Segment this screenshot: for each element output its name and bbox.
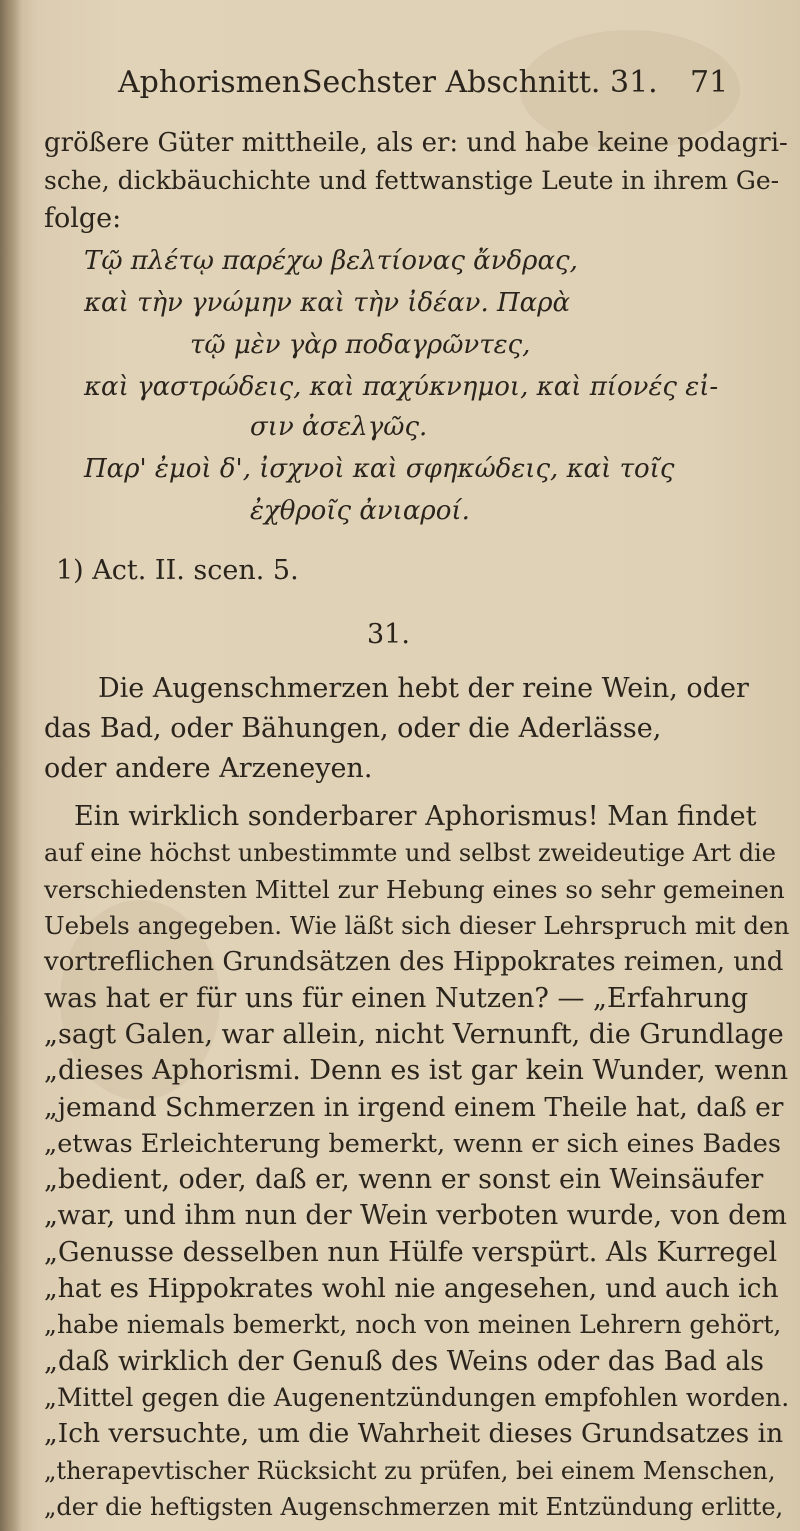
commentary-line: „hat es Hippokrates wohl nie angesehen, und auch ich — [44, 1273, 779, 1304]
aphorism-line: Die Augenschmerzen hebt der reine Wein, oder — [98, 673, 749, 704]
commentary-line: „therapevtischer Rücksicht zu prüfen, bei einem Menschen, — [44, 1457, 776, 1485]
section-number: 31. — [367, 619, 410, 650]
commentary-line: „der die heftigsten Augenschmerzen mit Entzündung erlitte, — [44, 1493, 784, 1521]
text-line: folge: — [44, 203, 122, 234]
greek-quote-line: Παρ' ἐμοὶ δ', ἰσχνοὶ καὶ σφηκώδεις, καὶ τοῖς — [84, 454, 675, 484]
commentary-line: auf eine höchst unbestimmte und selbst zweideutige Art die — [44, 839, 776, 867]
commentary-line: „etwas Erleichterung bemerkt, wenn er sich eines Bades — [44, 1129, 781, 1159]
greek-quote-line: ἐχθροῖς ἀνιαροί. — [250, 496, 470, 526]
commentary-line: „Mittel gegen die Augenentzündungen empfohlen worden. — [44, 1383, 790, 1412]
greek-quote-line: τῷ μὲν γὰρ ποδαγρῶντες, — [190, 330, 531, 360]
commentary-line: Ein wirklich sonderbarer Aphorismus! Man findet — [74, 801, 757, 832]
footnote: 1) Act. II. scen. 5. — [56, 555, 299, 586]
commentary-line: vortreflichen Grundsätzen des Hippokrates reimen, und — [44, 947, 784, 977]
greek-quote-line: Τῷ πλέτῳ παρέχω βελτίονας ἄνδρας, — [84, 246, 578, 276]
commentary-line: „habe niemals bemerkt, noch von meinen Lehrern gehört, — [44, 1310, 782, 1339]
commentary-line: „sagt Galen, war allein, nicht Vernunft, die Grundlage — [44, 1019, 784, 1050]
commentary-line: „bedient, oder, daß er, wenn er sonst ein Weinsäufer — [44, 1164, 764, 1195]
aphorism-line: das Bad, oder Bähungen, oder die Aderlässe, — [44, 713, 662, 744]
commentary-line: „Genusse desselben nun Hülfe verspürt. Als Kurregel — [44, 1237, 778, 1268]
commentary-line: Uebels angegeben. Wie läßt sich dieser Lehrspruch mit den — [44, 911, 790, 940]
commentary-line: „Ich versuchte, um die Wahrheit dieses Grundsatzes in — [44, 1418, 784, 1449]
commentary-line: verschiedensten Mittel zur Hebung eines so sehr gemeinen — [44, 875, 785, 904]
commentary-line: „jemand Schmerzen in irgend einem Theile hat, daß er — [44, 1092, 784, 1123]
running-header-title: Aphorismen. — [118, 65, 311, 100]
page-gutter — [0, 0, 22, 1531]
commentary-line: „daß wirklich der Genuß des Weins oder das Bad als — [44, 1346, 764, 1377]
commentary-line: „war, und ihm nun der Wein verboten wurde, von dem — [44, 1200, 787, 1231]
greek-quote-line: καὶ γαστρώδεις, καὶ παχύκνημοι, καὶ πίονές εἰ- — [84, 372, 719, 402]
page-number: 71 — [690, 65, 729, 100]
greek-quote-line: σιν ἀσελγῶς. — [250, 412, 428, 442]
commentary-line: „dieses Aphorismi. Denn es ist gar kein Wunder, wenn — [44, 1055, 789, 1086]
commentary-line: was hat er für uns für einen Nutzen? — „Erfahrung — [44, 983, 749, 1014]
text-line: sche, dickbäuchichte und fettwanstige Leute in ihrem Ge- — [44, 166, 780, 195]
aphorism-line: oder andere Arzeneyen. — [44, 753, 373, 784]
greek-quote-line: καὶ τὴν γνώμην καὶ τὴν ἰδέαν. Παρὰ — [84, 288, 571, 318]
text-line: größere Güter mittheile, als er: und habe keine podagri- — [44, 128, 788, 158]
running-header-section: Sechster Abschnitt. 31. — [302, 65, 658, 100]
